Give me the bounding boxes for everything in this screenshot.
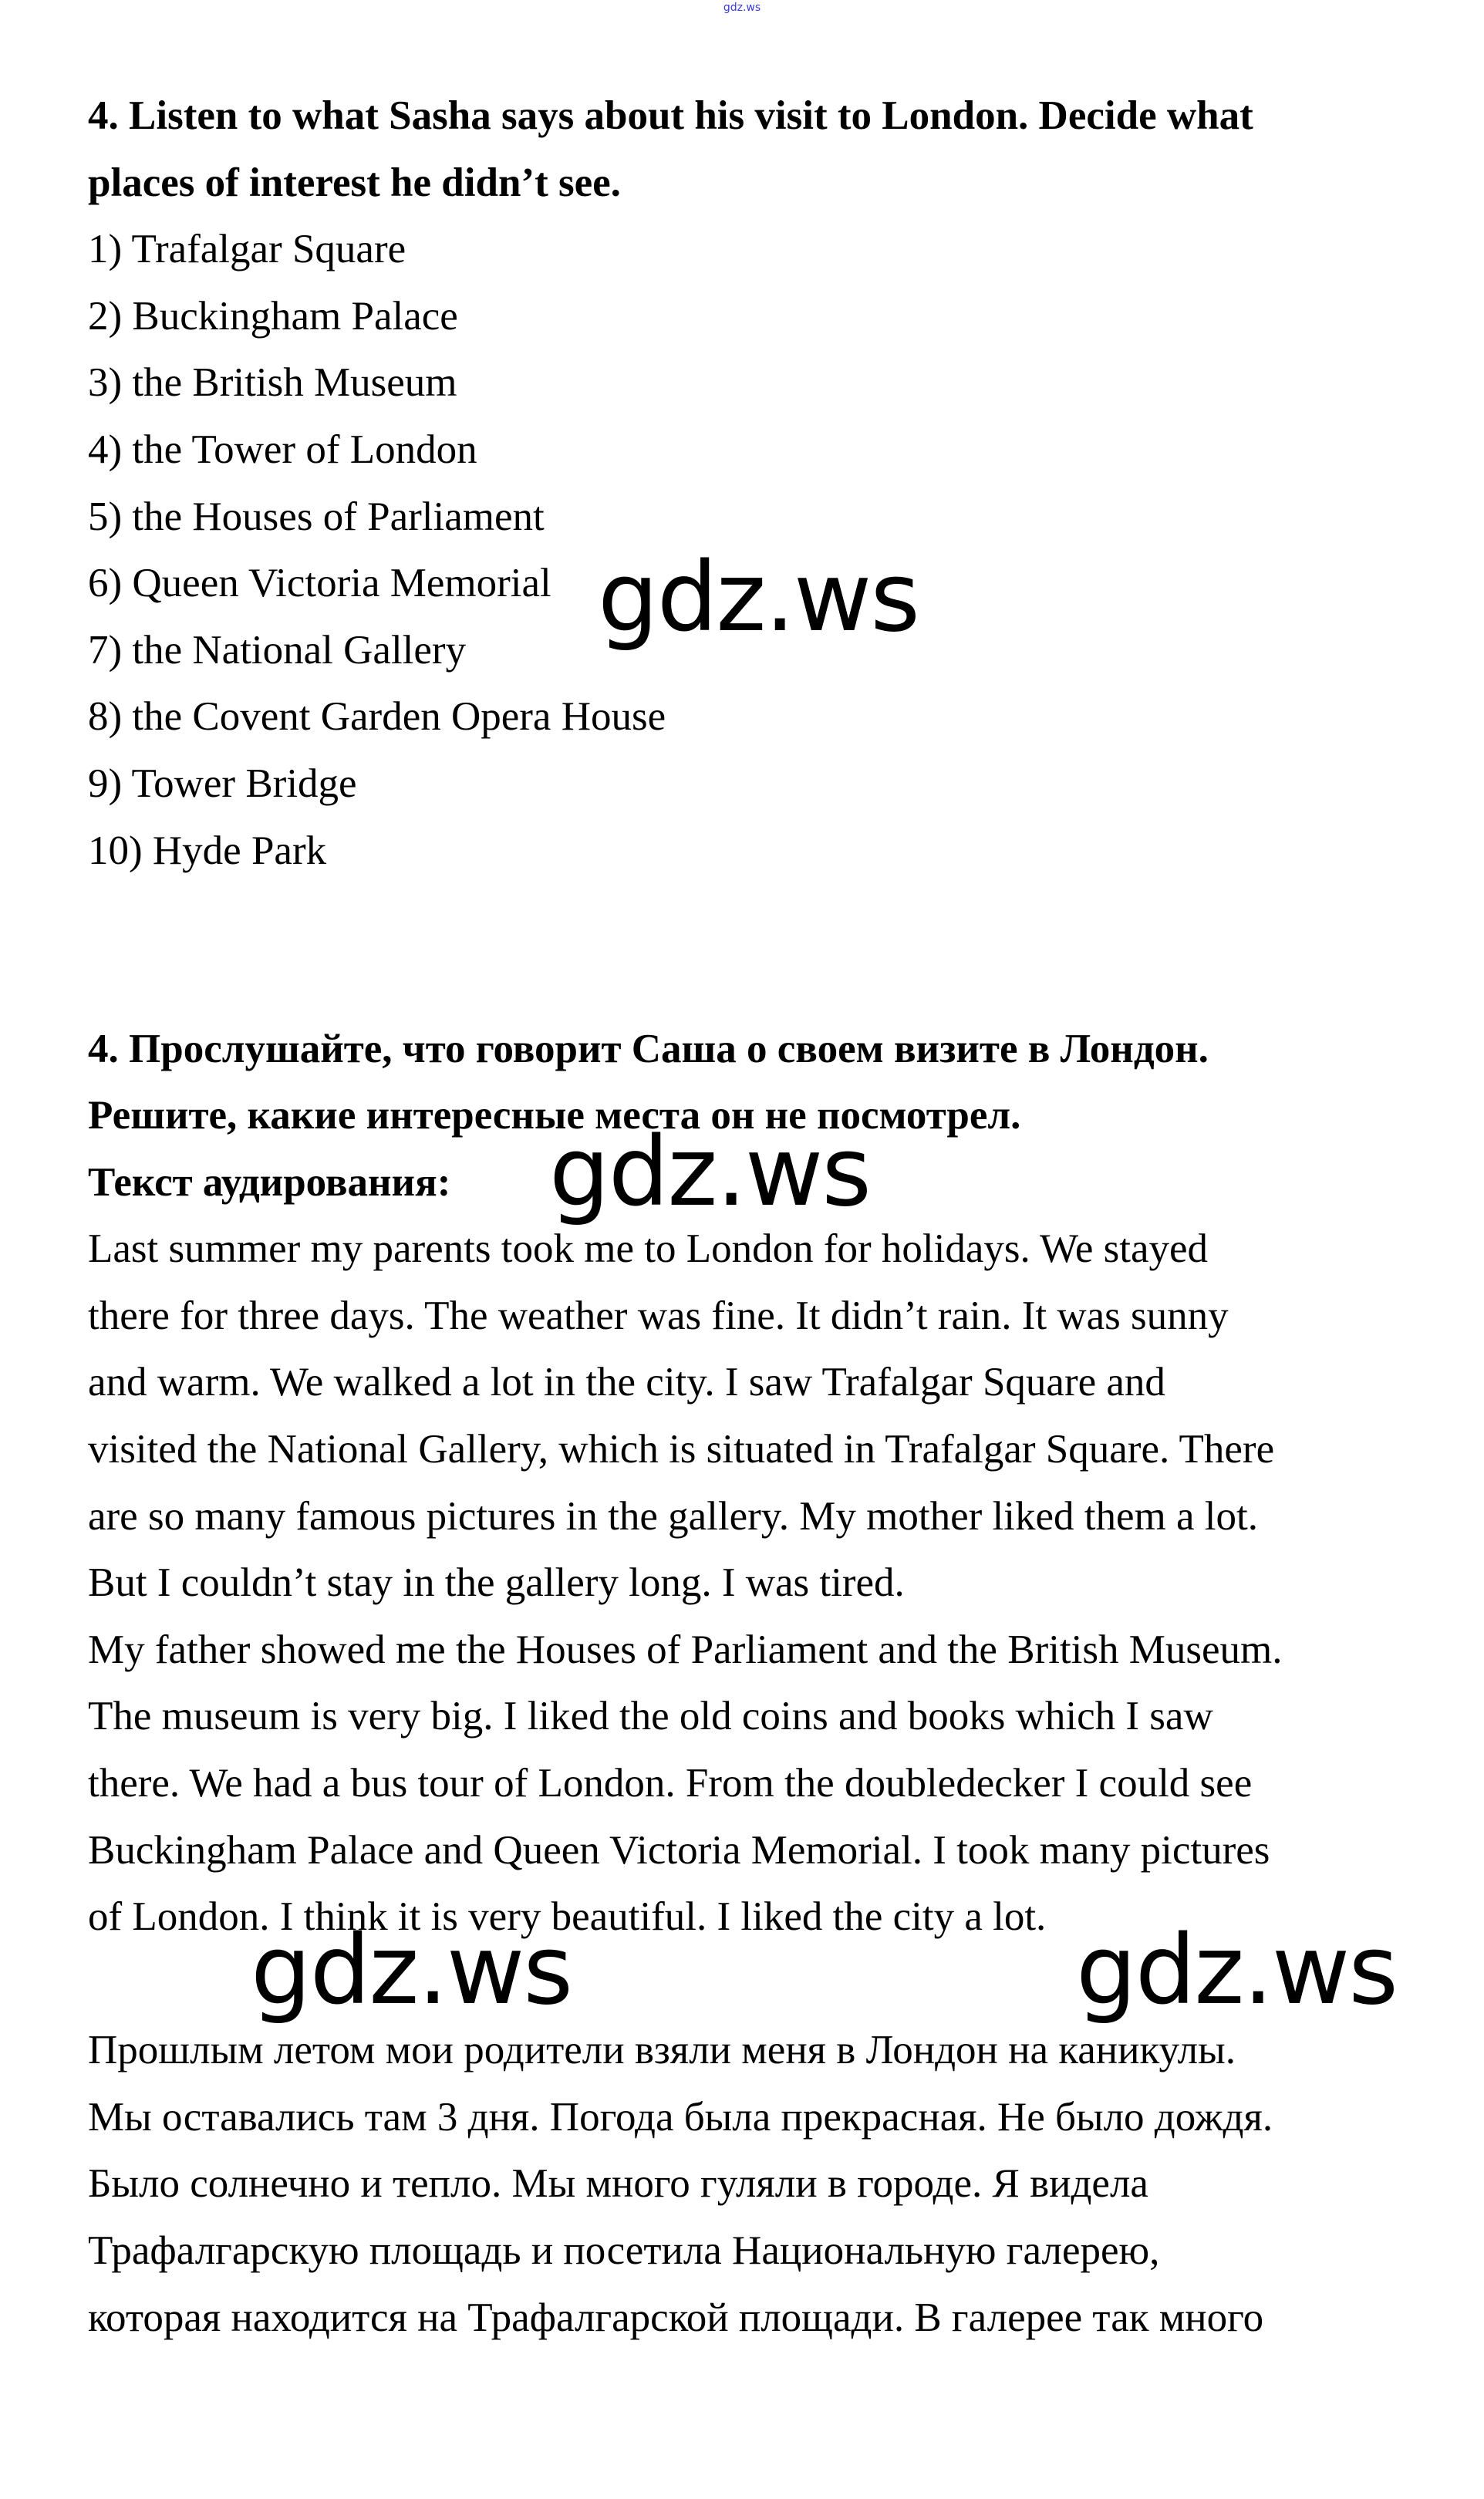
task-heading-ru-line-2: Решите, какие интересные места он не посмотрел.	[88, 1093, 1021, 1138]
task-heading-en-line-2: places of interest he didn’t see.	[88, 160, 621, 205]
list-item: 8) the Covent Garden Opera House	[88, 694, 666, 739]
transcript-ru-line: Было солнечно и тепло. Мы много гуляли в городе. Я видела	[88, 2161, 1148, 2206]
transcript-en-line: and warm. We walked a lot in the city. I saw Trafalgar Square and	[88, 1360, 1165, 1405]
transcript-en-line: there. We had a bus tour of London. From the doubledecker I could see	[88, 1761, 1253, 1806]
transcript-label: Текст аудирования:	[88, 1160, 451, 1205]
list-item: 1) Trafalgar Square	[88, 227, 406, 271]
transcript-en-line: Buckingham Palace and Queen Victoria Memorial. I took many pictures	[88, 1828, 1270, 1873]
transcript-ru-line: Трафалгарскую площадь и посетила Национальную галерею,	[88, 2228, 1160, 2273]
transcript-en-line: visited the National Gallery, which is situated in Trafalgar Square. There	[88, 1427, 1275, 1472]
list-item: 9) Tower Bridge	[88, 761, 357, 806]
list-item: 5) the Houses of Parliament	[88, 494, 545, 539]
transcript-ru-line: которая находится на Трафалгарской площади. В галерее так много	[88, 2295, 1264, 2340]
transcript-en-line: are so many famous pictures in the gallery. My mother liked them a lot.	[88, 1494, 1258, 1539]
list-item: 10) Hyde Park	[88, 828, 327, 873]
top-watermark: gdz.ws	[723, 2, 761, 14]
list-item: 3) the British Museum	[88, 360, 457, 405]
watermark: gdz.ws	[598, 542, 919, 653]
task-heading-ru-line-1: 4. Прослушайте, что говорит Саша о своем визите в Лондон.	[88, 1027, 1209, 1071]
watermark: gdz.ws	[549, 1117, 870, 1228]
transcript-ru-line: Мы оставались там 3 дня. Погода была прекрасная. Не было дождя.	[88, 2095, 1273, 2140]
task-heading-en-line-1: 4. Listen to what Sasha says about his visit to London. Decide what	[88, 93, 1253, 138]
transcript-en-line: My father showed me the Houses of Parliament and the British Museum.	[88, 1627, 1283, 1672]
watermark: gdz.ws	[1076, 1915, 1397, 2026]
transcript-en-line: there for three days. The weather was fine. It didn’t rain. It was sunny	[88, 1293, 1229, 1338]
list-item: 7) the National Gallery	[88, 628, 467, 673]
list-item: 4) the Tower of London	[88, 427, 477, 472]
transcript-en-line: Last summer my parents took me to London for holidays. We stayed	[88, 1226, 1208, 1271]
list-item: 2) Buckingham Palace	[88, 294, 458, 339]
transcript-en-line: The museum is very big. I liked the old coins and books which I saw	[88, 1694, 1213, 1739]
transcript-en-line: But I couldn’t stay in the gallery long. I was tired.	[88, 1560, 905, 1605]
transcript-ru-line: Прошлым летом мои родители взяли меня в Лондон на каникулы.	[88, 2028, 1236, 2072]
watermark: gdz.ws	[251, 1915, 572, 2026]
transcript-en-line: of London. I think it is very beautiful. I liked the city a lot.	[88, 1894, 1047, 1939]
list-item: 6) Queen Victoria Memorial	[88, 561, 551, 605]
